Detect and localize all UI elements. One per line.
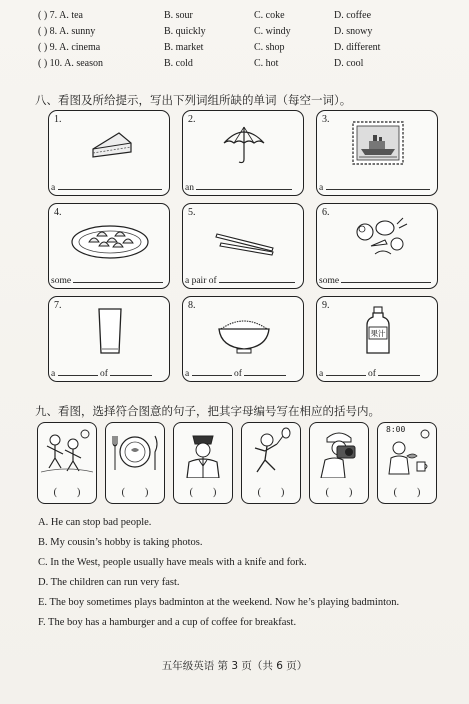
answer-paren[interactable]: ( ) bbox=[325, 487, 353, 498]
picture-card-4 bbox=[48, 203, 170, 289]
sentence-b: B. My cousin’s hobby is taking photos. bbox=[38, 537, 203, 548]
blank-field[interactable] bbox=[196, 181, 292, 190]
blank-field[interactable] bbox=[58, 367, 98, 376]
sentence-f: F. The boy has a hamburger and a cup of coffee for breakfast. bbox=[38, 617, 297, 628]
chopsticks-icon bbox=[201, 212, 287, 264]
mcq-option-a: ( ) 9. A. cinema bbox=[38, 42, 101, 53]
juice-bottle-icon bbox=[335, 305, 421, 357]
blank-field[interactable] bbox=[326, 367, 366, 376]
answer-line bbox=[185, 274, 295, 286]
answer-prefix: some bbox=[319, 276, 340, 286]
mcq-row bbox=[38, 58, 458, 74]
mcq-option-d: D. snowy bbox=[334, 26, 373, 37]
blank-field[interactable] bbox=[58, 181, 162, 190]
sentence-e: E. The boy sometimes plays badminton at the weekend. Now he’s playing badminton. bbox=[38, 597, 400, 608]
mcq-option-d: D. cool bbox=[334, 58, 364, 69]
answer-prefix: an bbox=[185, 183, 194, 193]
section-9-title: 九、看图，选择符合图意的句子，把其字母编号写在相应的括号内。 bbox=[35, 404, 380, 418]
answer-line bbox=[319, 367, 420, 379]
mcq-row bbox=[38, 42, 458, 58]
answer-prefix: a bbox=[319, 183, 324, 193]
badminton-player-icon bbox=[245, 426, 297, 478]
sentence-d: D. The children can run very fast. bbox=[38, 577, 180, 588]
mcq-row bbox=[38, 26, 458, 42]
answer-prefix: a bbox=[185, 369, 190, 379]
stamp-icon bbox=[335, 119, 421, 171]
running-children-icon bbox=[41, 426, 93, 478]
item-number: 8. bbox=[188, 300, 196, 311]
answer-prefix: some bbox=[51, 276, 72, 286]
answer-paren[interactable]: ( ) bbox=[393, 487, 421, 498]
section-9-pictures bbox=[37, 422, 439, 507]
vegetables-icon bbox=[335, 212, 421, 264]
blank-field[interactable] bbox=[219, 274, 295, 283]
clock-time: 8:00 bbox=[386, 425, 406, 434]
answer-line bbox=[51, 181, 162, 193]
mcq-option-c: C. shop bbox=[254, 42, 285, 53]
answer-prefix: a bbox=[51, 369, 56, 379]
picture-card-3 bbox=[316, 110, 438, 196]
mcq-option-a: ( ) 7. A. tea bbox=[38, 10, 83, 21]
mcq-option-c: C. coke bbox=[254, 10, 285, 21]
mcq-option-d: D. coffee bbox=[334, 10, 372, 21]
answer-line bbox=[185, 367, 286, 379]
item-number: 7. bbox=[54, 300, 62, 311]
bottle-label: 果汁 bbox=[370, 329, 386, 338]
sentence-c: C. In the West, people usually have meals with a knife and fork. bbox=[38, 557, 307, 568]
item-number: 2. bbox=[188, 114, 196, 125]
answer-paren[interactable]: ( ) bbox=[189, 487, 217, 498]
answer-prefix: a bbox=[51, 183, 56, 193]
plate-of-dumplings-icon bbox=[67, 212, 153, 264]
mcq-option-a: ( ) 8. A. sunny bbox=[38, 26, 96, 37]
blank-field[interactable] bbox=[110, 367, 152, 376]
mcq-option-c: C. windy bbox=[254, 26, 291, 37]
blank-field[interactable] bbox=[341, 274, 431, 283]
multiple-choice-block bbox=[38, 10, 458, 74]
answer-line bbox=[319, 274, 431, 286]
mcq-row bbox=[38, 10, 458, 26]
item-number: 1. bbox=[54, 114, 62, 125]
answer-paren[interactable]: ( ) bbox=[53, 487, 81, 498]
mcq-option-b: B. cold bbox=[164, 58, 193, 69]
blank-field[interactable] bbox=[73, 274, 163, 283]
picture-card-8 bbox=[182, 296, 304, 382]
mcq-option-c: C. hot bbox=[254, 58, 279, 69]
blank-field[interactable] bbox=[192, 367, 232, 376]
photographer-icon bbox=[313, 426, 365, 478]
picture-card-5 bbox=[182, 203, 304, 289]
knife-and-fork-plate-icon bbox=[109, 426, 161, 478]
picture-card-2 bbox=[182, 110, 304, 196]
mcq-option-b: B. quickly bbox=[164, 26, 206, 37]
answer-prefix: a bbox=[319, 369, 324, 379]
blank-field[interactable] bbox=[326, 181, 430, 190]
answer-paren[interactable]: ( ) bbox=[257, 487, 285, 498]
item-number: 6. bbox=[322, 207, 330, 218]
policeman-icon bbox=[177, 426, 229, 478]
answer-prefix: a pair of bbox=[185, 276, 217, 286]
picture-card-1 bbox=[48, 110, 170, 196]
answer-of: of bbox=[367, 369, 376, 379]
picture-frame-5 bbox=[309, 422, 369, 504]
answer-line bbox=[51, 367, 152, 379]
sentence-a: A. He can stop bad people. bbox=[38, 517, 152, 528]
mcq-option-d: D. different bbox=[334, 42, 381, 53]
glass-icon bbox=[67, 305, 153, 357]
mcq-option-a: ( ) 10. A. season bbox=[38, 58, 103, 69]
item-number: 9. bbox=[322, 300, 330, 311]
item-number: 5. bbox=[188, 207, 196, 218]
answer-of: of bbox=[99, 369, 108, 379]
section-8-title: 八、看图及所给提示，写出下列词组所缺的单词（每空一词）。 bbox=[35, 93, 352, 107]
umbrella-icon bbox=[201, 119, 287, 171]
answer-line bbox=[185, 181, 292, 193]
blank-field[interactable] bbox=[244, 367, 286, 376]
picture-card-7 bbox=[48, 296, 170, 382]
answer-paren[interactable]: ( ) bbox=[121, 487, 149, 498]
picture-card-9 bbox=[316, 296, 438, 382]
picture-frame-6 bbox=[377, 422, 437, 504]
picture-card-6 bbox=[316, 203, 438, 289]
answer-of: of bbox=[233, 369, 242, 379]
bowl-of-rice-icon bbox=[201, 305, 287, 357]
answer-line bbox=[319, 181, 430, 193]
picture-frame-1 bbox=[37, 422, 97, 504]
mcq-option-b: B. sour bbox=[164, 10, 193, 21]
page-footer: 五年级英语 第 3 页（共 6 页） bbox=[161, 660, 308, 672]
picture-frame-3 bbox=[173, 422, 233, 504]
breakfast-boy-icon bbox=[381, 426, 433, 478]
answer-line bbox=[51, 274, 163, 286]
item-number: 4. bbox=[54, 207, 62, 218]
blank-field[interactable] bbox=[378, 367, 420, 376]
picture-frame-4 bbox=[241, 422, 301, 504]
sandwich-icon bbox=[67, 119, 153, 171]
picture-frame-2 bbox=[105, 422, 165, 504]
mcq-option-b: B. market bbox=[164, 42, 204, 53]
item-number: 3. bbox=[322, 114, 330, 125]
sentence-options bbox=[38, 517, 399, 637]
